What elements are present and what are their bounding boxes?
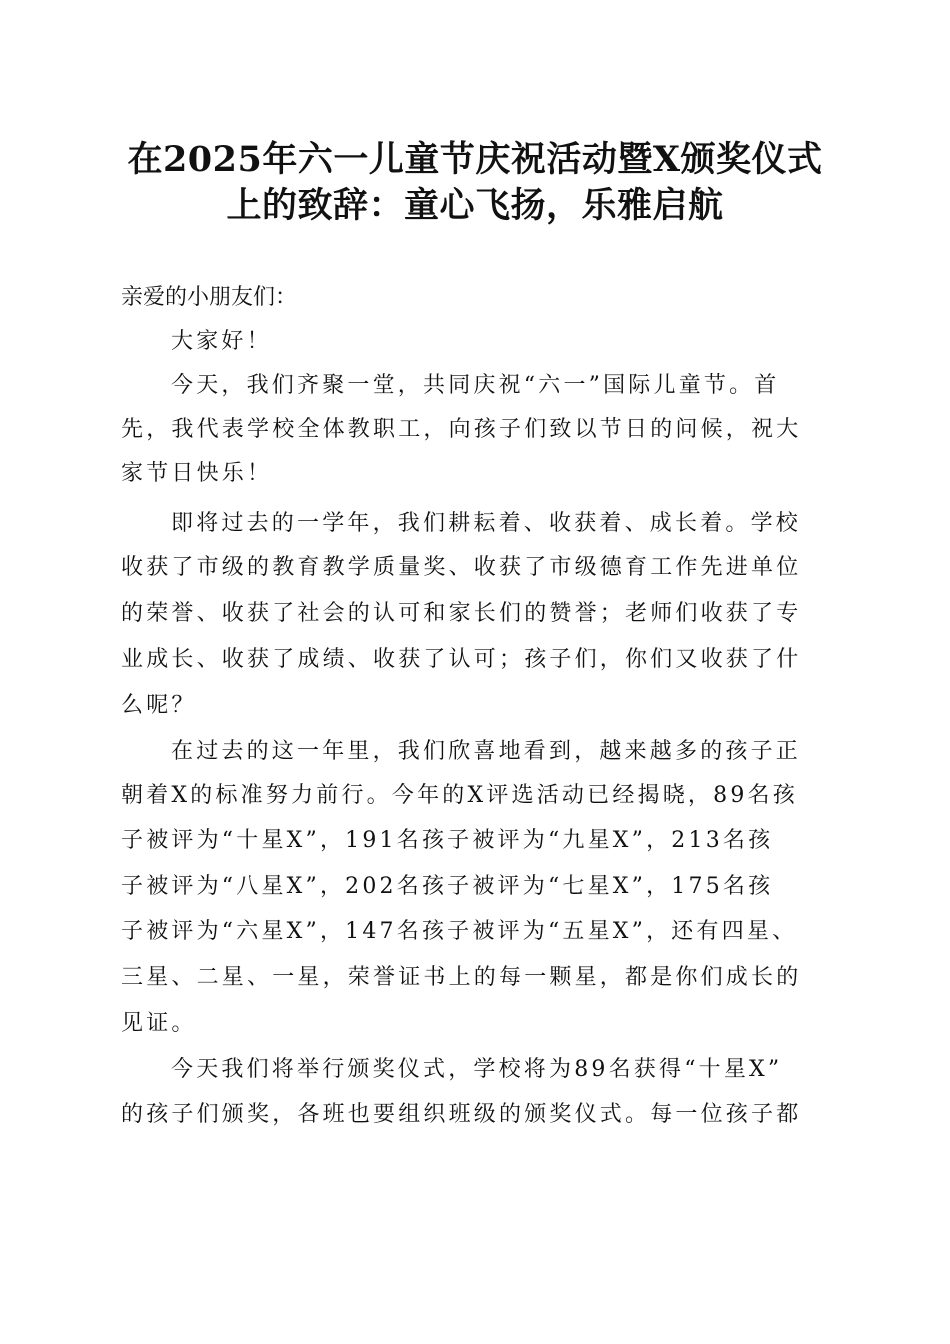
paragraph-line: 即将过去的一学年，我们耕耘着、收获着、成长着。学校 (171, 511, 802, 536)
paragraph-line: 子被评为“八星X”，202名孩子被评为“七星X”，175名孩 (121, 874, 774, 899)
paragraph-line: 的孩子们颁奖，各班也要组织班级的颁奖仪式。每一位孩子都 (121, 1102, 802, 1127)
paragraph-line: 朝着X的标准努力前行。今年的X评选活动已经揭晓，89名孩 (121, 783, 798, 808)
paragraph-line: 的荣誉、收获了社会的认可和家长们的赞誉；老师们收获了专 (121, 601, 802, 626)
paragraph-line: 见证。 (121, 1011, 197, 1036)
paragraph-line: 三星、二星、一星，荣誉证书上的每一颗星，都是你们成长的 (121, 965, 802, 990)
paragraph-line: 大家好！ (171, 329, 272, 354)
paragraph-line: 么呢？ (121, 693, 197, 718)
paragraph-line: 子被评为“十星X”，191名孩子被评为“九星X”，213名孩 (121, 828, 774, 853)
paragraph-line: 在过去的这一年里，我们欣喜地看到，越来越多的孩子正 (171, 739, 802, 764)
paragraph-line: 子被评为“六星X”，147名孩子被评为“五星X”，还有四星、 (121, 919, 798, 944)
paragraph-line: 今天，我们齐聚一堂，共同庆祝“六一”国际儿童节。首 (171, 373, 780, 398)
paragraph-line: 收获了市级的教育教学质量奖、收获了市级德育工作先进单位 (121, 555, 802, 580)
salutation: 亲爱的小朋友们： (121, 285, 298, 310)
paragraph-line: 业成长、收获了成绩、收获了认可；孩子们，你们又收获了什 (121, 647, 802, 672)
paragraph-line: 家节日快乐！ (121, 461, 273, 486)
paragraph-line: 先，我代表学校全体教职工，向孩子们致以节日的问候，祝大 (121, 417, 802, 442)
paragraph-line: 今天我们将举行颁奖仪式，学校将为89名获得“十星X” (171, 1057, 783, 1082)
document-title-line-1: 在2025年六一儿童节庆祝活动暨X颁奖仪式 (127, 139, 823, 180)
document-title-line-2: 上的致辞：童心飞扬，乐雅启航 (226, 185, 724, 226)
